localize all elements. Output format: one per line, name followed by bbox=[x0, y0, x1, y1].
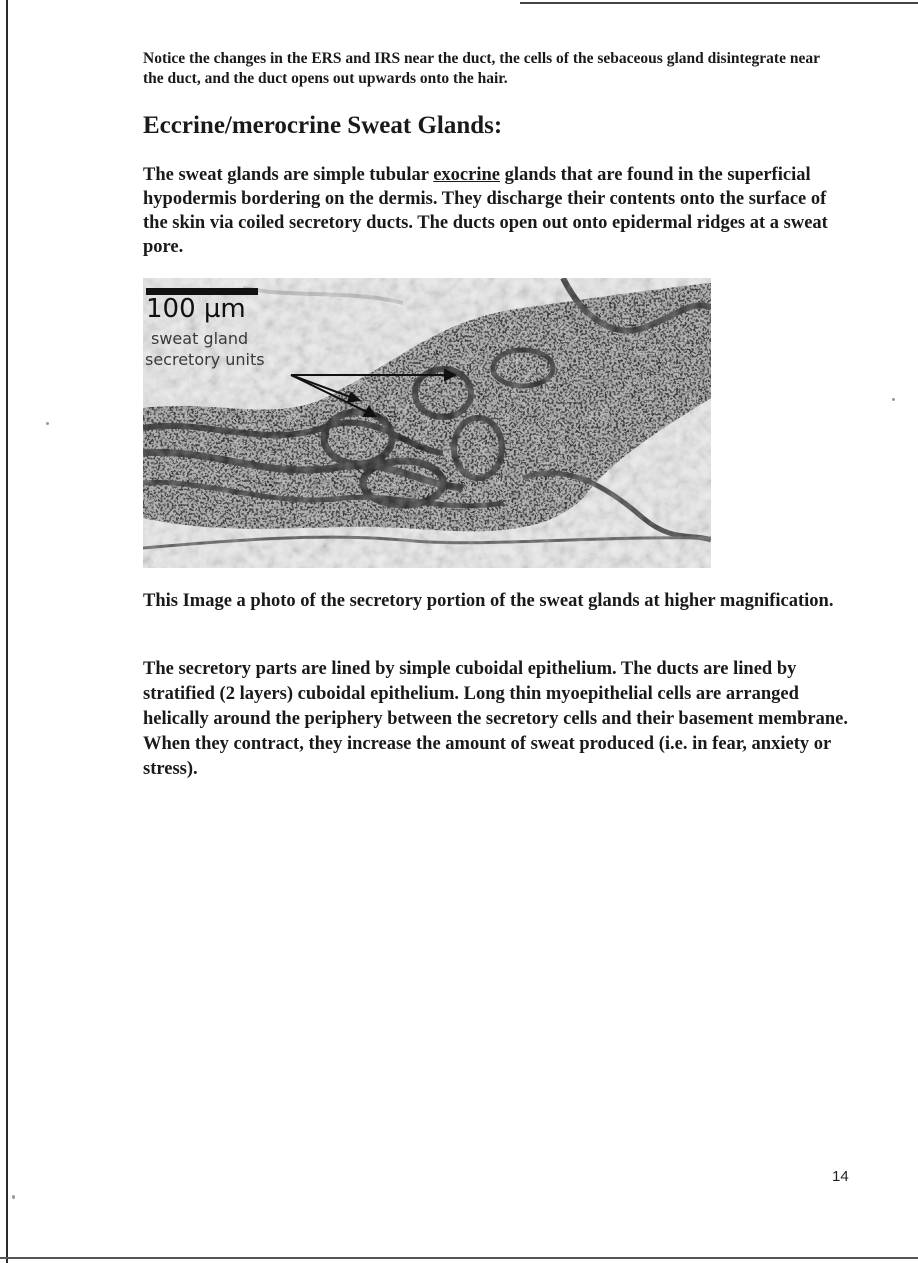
page-number: 14 bbox=[832, 1168, 849, 1185]
scan-edge-left bbox=[6, 0, 8, 1263]
scan-speck bbox=[892, 398, 895, 401]
scan-edge-bottom bbox=[0, 1257, 918, 1259]
scan-speck bbox=[46, 422, 49, 425]
section-heading: Eccrine/merocrine Sweat Glands: bbox=[143, 112, 503, 139]
paragraph-text-start: The sweat glands are simple tubular bbox=[143, 165, 434, 185]
figure-caption: This Image a photo of the secretory portion of the sweat glands at higher magnification. bbox=[143, 591, 834, 611]
paragraph-text-end: glands that are found in the superficial hypodermis bordering on the dermis. They discharge their contents onto the surface of the skin via coiled secretory ducts. The ducts open out onto epidermal ridges at a sweat pore. bbox=[143, 165, 828, 257]
micrograph-figure bbox=[143, 278, 711, 568]
scan-edge-top bbox=[520, 2, 918, 4]
sweat-gland-label: sweat gland bbox=[151, 329, 249, 348]
intro-paragraph: Notice the changes in the ERS and IRS near the duct, the cells of the sebaceous gland disintegrate near the duct, and the duct opens out upwards onto the hair. bbox=[143, 50, 820, 87]
secretory-units-label: secretory units bbox=[145, 350, 265, 369]
sweat-gland-paragraph bbox=[143, 163, 848, 259]
scale-bar-label: 100 µm bbox=[146, 294, 246, 324]
secretory-paragraph: The secretory parts are lined by simple cuboidal epithelium. The ducts are lined by stratified (2 layers) cuboidal epithelium. Long thin myoepithelial cells are arranged helically around the periphery between the secretory cells and their basement membrane. When they contract, they increase the amount of sweat produced (i.e. in fear, anxiety or stress). bbox=[143, 659, 848, 779]
exocrine-link[interactable]: exocrine bbox=[433, 165, 500, 185]
scan-speck bbox=[12, 1195, 15, 1199]
